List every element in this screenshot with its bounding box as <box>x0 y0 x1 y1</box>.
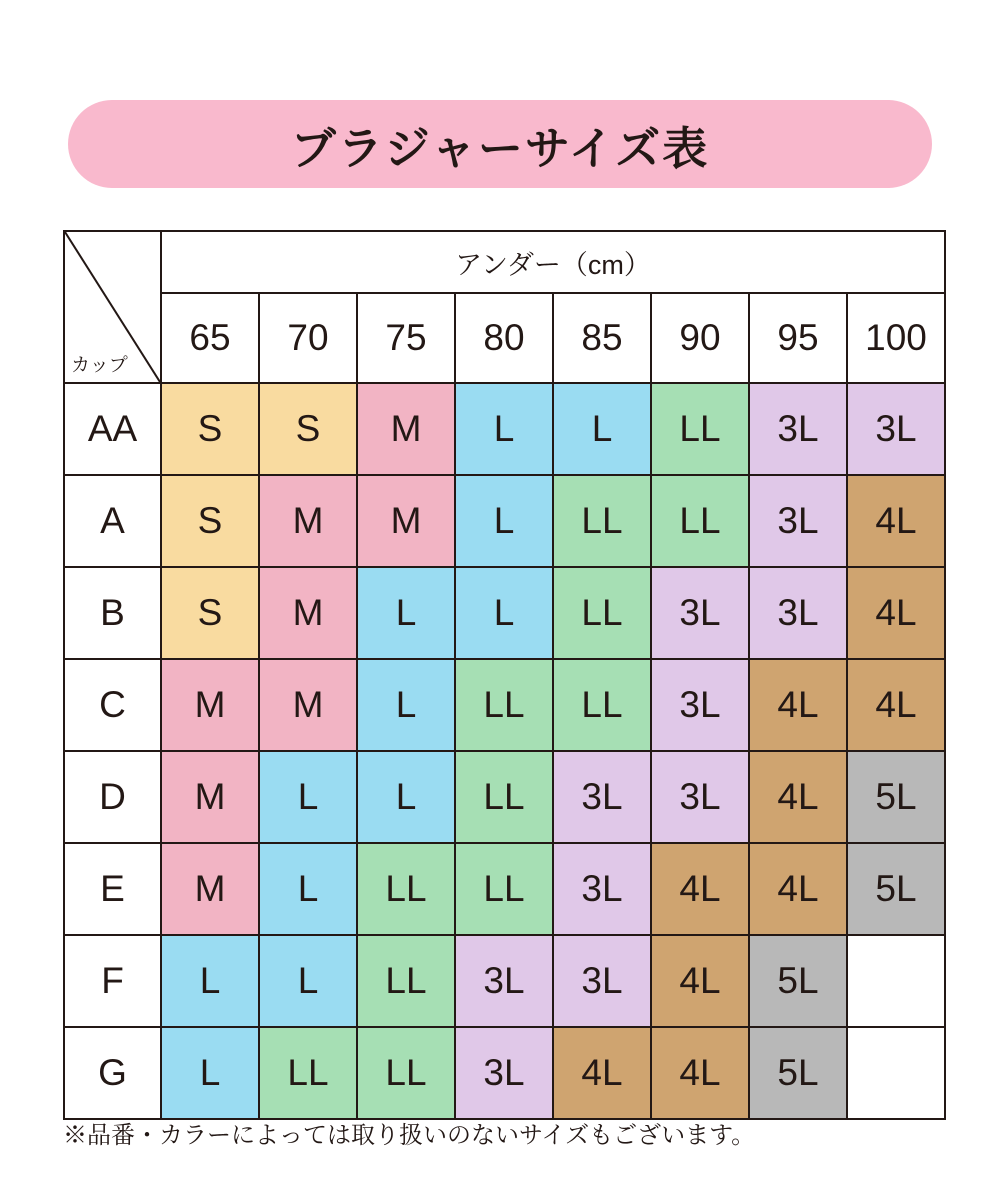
size-cell-E-90: 4L <box>651 843 749 935</box>
size-cell-A-70: M <box>259 475 357 567</box>
bra-size-table <box>63 230 946 1120</box>
size-cell-AA-80: L <box>455 383 553 475</box>
size-cell-C-95: 4L <box>749 659 847 751</box>
size-cell-B-70: M <box>259 567 357 659</box>
size-cell-E-85: 3L <box>553 843 651 935</box>
size-cell-F-65: L <box>161 935 259 1027</box>
under-size-header-75: 75 <box>357 293 455 383</box>
size-cell-G-65: L <box>161 1027 259 1119</box>
cup-label-A: A <box>64 475 161 567</box>
size-cell-AA-65: S <box>161 383 259 475</box>
size-cell-B-80: L <box>455 567 553 659</box>
size-cell-E-80: LL <box>455 843 553 935</box>
size-cell-F-90: 4L <box>651 935 749 1027</box>
size-cell-B-75: L <box>357 567 455 659</box>
table-row <box>64 843 945 935</box>
size-cell-A-90: LL <box>651 475 749 567</box>
size-cell-C-90: 3L <box>651 659 749 751</box>
size-cell-G-95: 5L <box>749 1027 847 1119</box>
size-cell-C-85: LL <box>553 659 651 751</box>
size-cell-AA-70: S <box>259 383 357 475</box>
size-cell-B-90: 3L <box>651 567 749 659</box>
size-cell-G-80: 3L <box>455 1027 553 1119</box>
title-banner <box>68 100 932 188</box>
size-cell-G-90: 4L <box>651 1027 749 1119</box>
size-cell-AA-75: M <box>357 383 455 475</box>
size-cell-C-80: LL <box>455 659 553 751</box>
under-size-header-65: 65 <box>161 293 259 383</box>
size-cell-D-65: M <box>161 751 259 843</box>
size-cell-B-85: LL <box>553 567 651 659</box>
cup-label-G: G <box>64 1027 161 1119</box>
size-cell-AA-95: 3L <box>749 383 847 475</box>
size-cell-D-100: 5L <box>847 751 945 843</box>
table-row <box>64 383 945 475</box>
size-cell-F-80: 3L <box>455 935 553 1027</box>
cup-label-B: B <box>64 567 161 659</box>
table-header-row <box>64 293 945 383</box>
under-size-header-80: 80 <box>455 293 553 383</box>
under-axis-label: アンダー（cm） <box>161 231 945 293</box>
cup-label-AA: AA <box>64 383 161 475</box>
size-cell-D-85: 3L <box>553 751 651 843</box>
size-cell-A-75: M <box>357 475 455 567</box>
size-cell-D-80: LL <box>455 751 553 843</box>
size-cell-C-70: M <box>259 659 357 751</box>
size-cell-A-80: L <box>455 475 553 567</box>
table-row <box>64 659 945 751</box>
table-row <box>64 475 945 567</box>
under-size-header-95: 95 <box>749 293 847 383</box>
size-cell-G-100 <box>847 1027 945 1119</box>
table-header-group-row <box>64 231 945 293</box>
size-cell-E-65: M <box>161 843 259 935</box>
table-row <box>64 935 945 1027</box>
corner-header-cell <box>64 231 161 383</box>
cup-axis-label: カップ <box>71 355 128 376</box>
cup-label-F: F <box>64 935 161 1027</box>
table-body <box>64 231 945 1119</box>
size-cell-D-90: 3L <box>651 751 749 843</box>
size-cell-G-75: LL <box>357 1027 455 1119</box>
size-cell-F-85: 3L <box>553 935 651 1027</box>
footnote: ※品番・カラーによっては取り扱いのないサイズもございます。 <box>63 1122 756 1149</box>
cup-label-C: C <box>64 659 161 751</box>
cup-label-E: E <box>64 843 161 935</box>
size-cell-C-75: L <box>357 659 455 751</box>
size-cell-AA-90: LL <box>651 383 749 475</box>
size-cell-C-100: 4L <box>847 659 945 751</box>
under-size-header-90: 90 <box>651 293 749 383</box>
size-cell-A-100: 4L <box>847 475 945 567</box>
size-cell-A-95: 3L <box>749 475 847 567</box>
size-cell-A-65: S <box>161 475 259 567</box>
size-cell-F-100 <box>847 935 945 1027</box>
size-cell-F-75: LL <box>357 935 455 1027</box>
size-cell-D-95: 4L <box>749 751 847 843</box>
size-cell-D-75: L <box>357 751 455 843</box>
size-cell-AA-100: 3L <box>847 383 945 475</box>
size-cell-C-65: M <box>161 659 259 751</box>
size-cell-B-65: S <box>161 567 259 659</box>
size-cell-B-95: 3L <box>749 567 847 659</box>
table-row <box>64 1027 945 1119</box>
page-title: ブラジャーサイズ表 <box>290 122 710 174</box>
size-cell-G-85: 4L <box>553 1027 651 1119</box>
size-cell-A-85: LL <box>553 475 651 567</box>
table-row <box>64 751 945 843</box>
size-cell-E-70: L <box>259 843 357 935</box>
cup-label-D: D <box>64 751 161 843</box>
size-cell-F-95: 5L <box>749 935 847 1027</box>
size-cell-D-70: L <box>259 751 357 843</box>
size-cell-E-100: 5L <box>847 843 945 935</box>
size-cell-B-100: 4L <box>847 567 945 659</box>
size-cell-F-70: L <box>259 935 357 1027</box>
size-cell-E-75: LL <box>357 843 455 935</box>
table-row <box>64 567 945 659</box>
under-size-header-70: 70 <box>259 293 357 383</box>
size-cell-G-70: LL <box>259 1027 357 1119</box>
under-size-header-100: 100 <box>847 293 945 383</box>
size-cell-E-95: 4L <box>749 843 847 935</box>
size-cell-AA-85: L <box>553 383 651 475</box>
under-size-header-85: 85 <box>553 293 651 383</box>
